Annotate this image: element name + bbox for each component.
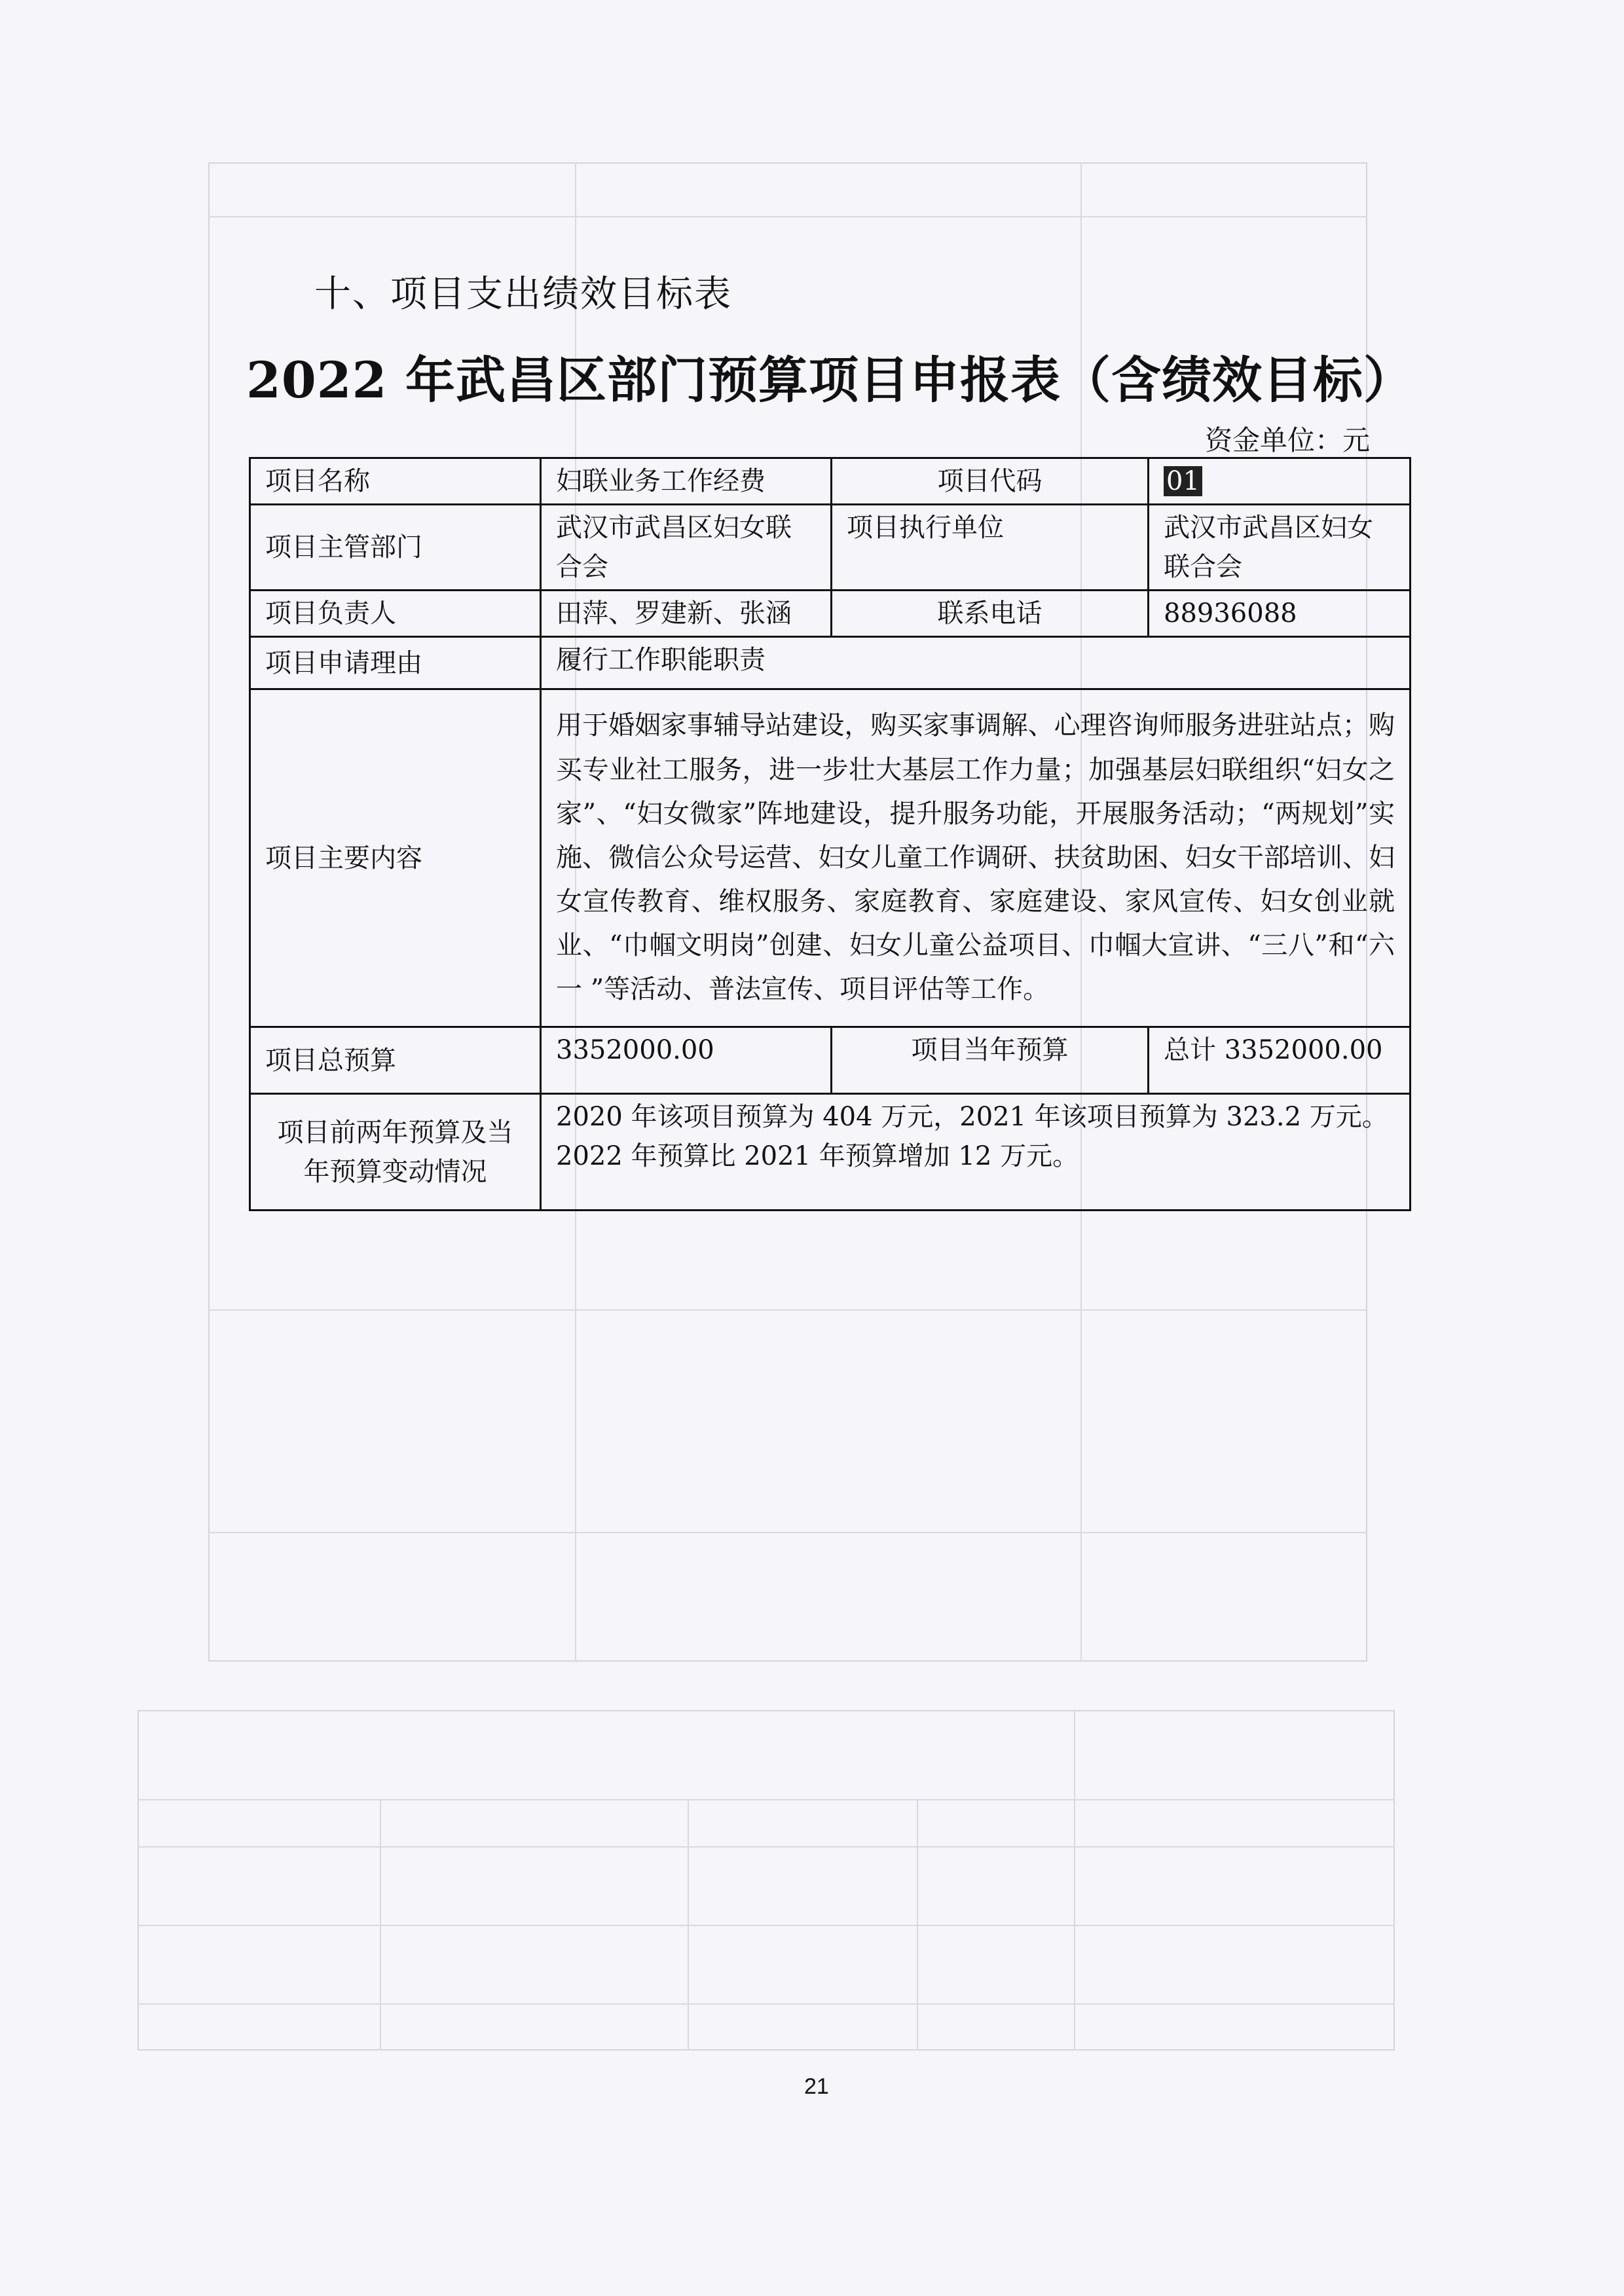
project-budget-table (249, 457, 1411, 1211)
table-row (250, 689, 1411, 1027)
dept-label: 项目主管部门 (250, 505, 541, 591)
table-row (250, 458, 1411, 505)
table-row (250, 1094, 1411, 1211)
reason-label: 项目申请理由 (250, 637, 541, 689)
bleed-through-divider (688, 1799, 689, 2050)
table-row (250, 591, 1411, 637)
dept-value: 武汉市武昌区妇女联合会 (541, 505, 832, 591)
phone-label: 联系电话 (832, 591, 1149, 637)
phone-value: 88936088 (1149, 591, 1411, 637)
total-budget-value: 3352000.00 (541, 1027, 832, 1094)
owner-label: 项目负责人 (250, 591, 541, 637)
bleed-through-table-bottom (138, 1710, 1395, 2050)
bleed-through-divider (208, 1309, 1367, 1311)
bleed-through-divider (917, 1799, 918, 2050)
bleed-through-divider (138, 1799, 1395, 1800)
content-label: 项目主要内容 (250, 689, 541, 1027)
project-name-label: 项目名称 (250, 458, 541, 505)
table-row (250, 1027, 1411, 1094)
owner-value: 田萍、罗建新、张涵 (541, 591, 832, 637)
section-title: 十、项目支出绩效目标表 (314, 273, 732, 316)
exec-unit-value: 武汉市武昌区妇女联合会 (1149, 505, 1411, 591)
bleed-through-divider (138, 1846, 1395, 1848)
project-code-label: 项目代码 (832, 458, 1149, 505)
budget-change-value: 2020 年该项目预算为 404 万元，2021 年该项目预算为 323.2 万元。2022 年预算比 2021 年预算增加 12 万元。 (541, 1094, 1411, 1211)
table-row (250, 637, 1411, 689)
bleed-through-divider (138, 2003, 1395, 2005)
year-budget-value: 总计 3352000.00 (1149, 1027, 1411, 1094)
project-name-value: 妇联业务工作经费 (541, 458, 832, 505)
bleed-through-divider (208, 216, 1367, 217)
page-title: 2022 年武昌区部门预算项目申报表（含绩效目标） (246, 351, 1414, 409)
budget-change-label: 项目前两年预算及当年预算变动情况 (250, 1094, 541, 1211)
currency-unit-label: 资金单位：元 (1205, 424, 1371, 456)
page-number: 21 (804, 2074, 829, 2099)
content-value: 用于婚姻家事辅导站建设，购买家事调解、心理咨询师服务进驻站点；购买专业社工服务，进一步壮大基层工作力量；加强基层妇联组织“妇女之家”、“妇女微家”阵地建设，提升服务功能，开展服务活动；“两规划”实施、微信公众号运营、妇女儿童工作调研、扶贫助困、妇女干部培训、妇女宣传教育、维权服务、家庭教育、家庭建设、家风宣传、妇女创业就业、“巾帼文明岗”创建、妇女儿童公益项目、巾帼大宣讲、“三八”和“六一 ”等活动、普法宣传、项目评估等工作。 (541, 689, 1411, 1027)
project-code-value: 01 (1164, 466, 1202, 496)
reason-value: 履行工作职能职责 (541, 637, 1411, 689)
project-code-cell (1149, 458, 1411, 505)
bleed-through-divider (208, 1532, 1367, 1533)
total-budget-label: 项目总预算 (250, 1027, 541, 1094)
bleed-through-divider (138, 1925, 1395, 1926)
year-budget-label: 项目当年预算 (832, 1027, 1149, 1094)
table-row (250, 505, 1411, 591)
bleed-through-divider (380, 1799, 381, 2050)
exec-unit-label: 项目执行单位 (832, 505, 1149, 591)
bleed-through-divider (1074, 1710, 1075, 2050)
